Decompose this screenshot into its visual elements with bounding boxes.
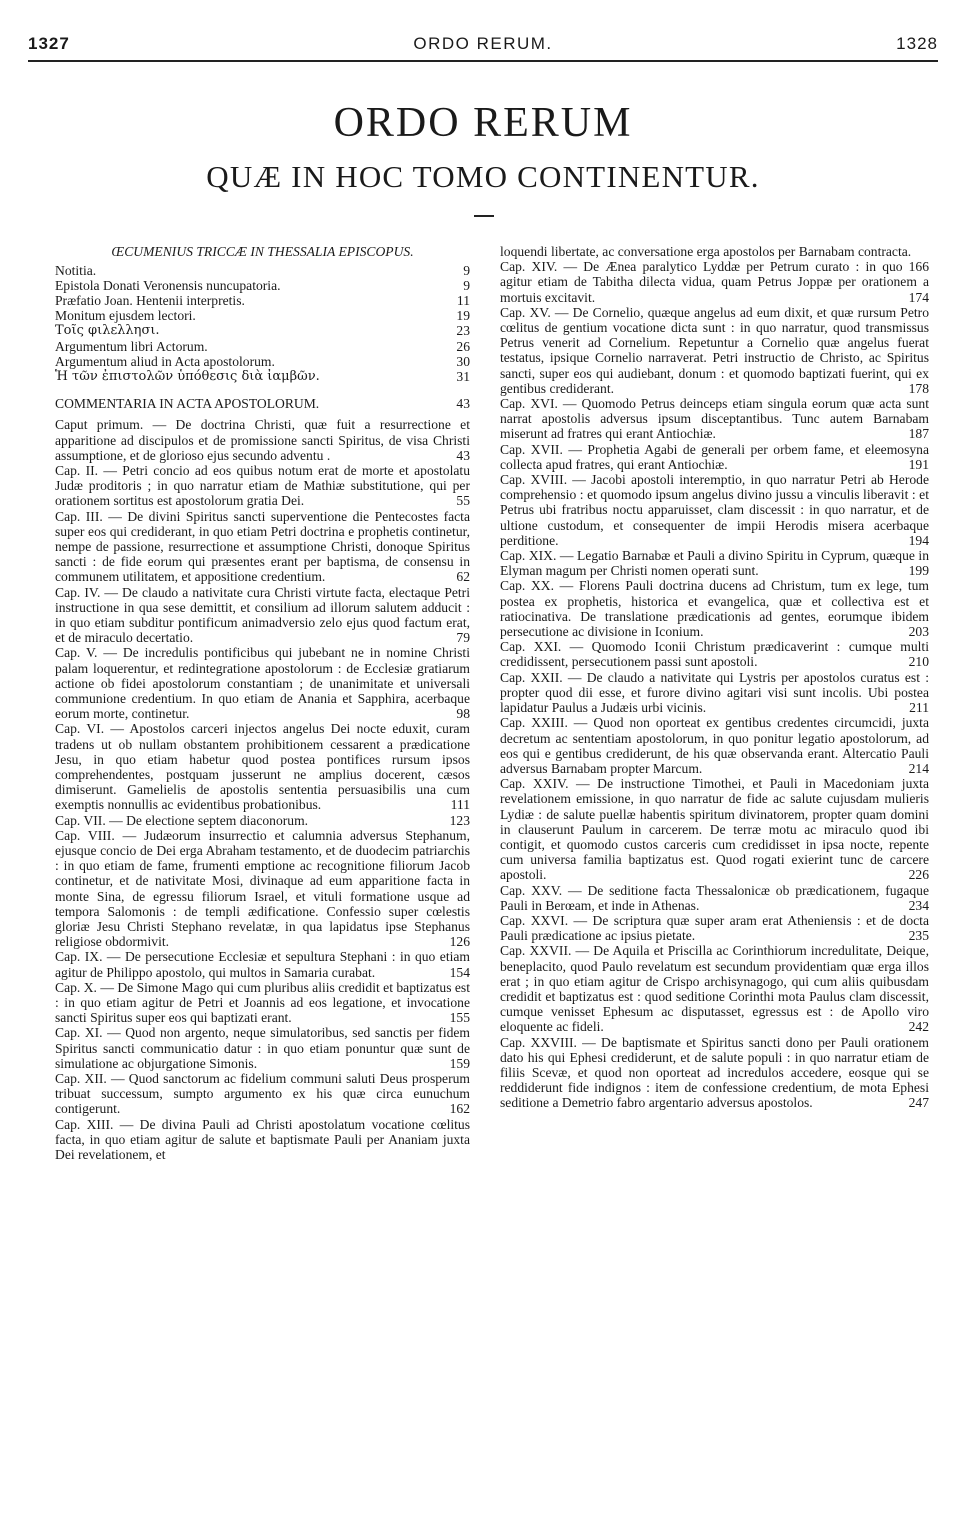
chapter-text: Caput primum. — De doctrina Christi, quæ fuit a resurrectione et apparitione ad discipulos et de promissione sancti Spiritus, de visa Christi assumptione, et de glorioso ejus secundo adventu . (55, 417, 470, 463)
chapter-text: Cap. II. — Petri concio ad eos quibus notum erat de morte et apostolatu Judæ proditoris ; in quo narratur etiam de Mathiæ substitutione, qui per orationem sortitus est apostolorum gratia Dei. (55, 462, 470, 509)
chapter-entry (500, 883, 929, 913)
chapter-page: 159 (449, 1055, 470, 1071)
running-title: ORDO RERUM. (413, 34, 553, 53)
page-title: ORDO RERUM (333, 100, 633, 146)
title-divider (474, 215, 494, 217)
chapter-page: 211 (909, 700, 929, 716)
toc-item-page: 9 (463, 277, 470, 293)
chapter-entry (55, 813, 470, 828)
chapter-page: 62 (456, 569, 470, 585)
chapter-text: Cap. XVI. — Quomodo Petrus deinceps etiam singula eorum quæ acta sunt narrat apostolis adversus ipsum disceptantibus. Tunc autem Barnabam miserunt ad fratres qui erant Antiochiæ. (500, 396, 929, 442)
chapter-page: 79 (456, 630, 470, 646)
toc-item-page: 9 (463, 262, 470, 278)
chapter-entry (55, 828, 470, 950)
toc-item-label: Præfatio Joan. Hentenii interpretis. (55, 292, 245, 308)
toc-item-page: 31 (456, 368, 470, 384)
chapter-page: 187 (908, 426, 929, 442)
toc-item-label: Epistola Donati Veronensis nuncupatoria. (55, 277, 281, 293)
chapter-entry (500, 305, 929, 396)
page-subtitle: QUÆ IN HOC TOMO CONTINENTUR. (206, 159, 760, 194)
chapter-page: 111 (450, 797, 470, 813)
right-entries (500, 244, 929, 1111)
chapter-text: Cap. XIII. — De divina Pauli ad Christi apostolatum vocatione cœlitus facta, in quo etiam agitur de salute et baptismate Pauli per Ananiam juxta Dei revelationem, et (55, 1116, 470, 1163)
chapter-page: 234 (908, 897, 929, 913)
toc-item-label: Τοῖς φιλελλησι. (55, 323, 160, 339)
chapter-entry (55, 1117, 470, 1163)
chapter-page: 98 (456, 706, 470, 722)
toc-item-label: Monitum ejusdem lectori. (55, 308, 196, 324)
toc-item (55, 323, 470, 338)
toc-item (55, 278, 470, 293)
chapter-page: 247 (908, 1095, 929, 1111)
chapter-text: Cap. XX. — Florens Pauli doctrina ducens ad Christum, tum ex lege, tum postea ex prophetis, historica et evangelica, quæ et collectiva est et ratiocinativa. De translatione prædicationis ad gentes, eorumque ibidem persecutione ac divisione in Iconium. (500, 578, 929, 640)
chapter-text: Cap. VIII. — Judæorum insurrectio et calumnia adversus Stephanum, ejusque concio de Dei erga Abraham testamento, et de duodecim patriarchis : in quo etiam de fame, frumenti emptione ac recognitione filiorum Jacob continetur, et de nativitate Mosi, divinaque ad eum apparitione facta in monte Sina, de egressu filiorum Israel, et vituli formatione usque ad tempora Salomonis : de templi ædificatione. Confessio super cœlestis gloriæ Jesu Christi Stephano revelatæ, in qua lapidatus ipse Stephanus religiose obdormivit. (55, 827, 470, 950)
chapter-entry (55, 721, 470, 812)
chapter-text: Cap. XVIII. — Jacobi apostoli interemptio, in quo narratur Petri ab Herode comprehensio : et quomodo ipsum angelus divino jussu a vinculis liberavit : et Petrus ubi fratribus noctu apparuisset, clam discessit : in quo narratur, et de ultione custodum, et consequenter de impii Herodis misera acerbaque perditione. (500, 472, 929, 548)
left-entries (55, 417, 470, 1162)
chapter-text: Cap. IX. — De persecutione Ecclesiæ et sepultura Stephani : in quo etiam agitur de Philippo apostolo, qui multos in Samaria curabat. (55, 949, 470, 980)
chapter-entry (500, 259, 929, 305)
chapter-page: 174 (908, 289, 929, 305)
chapter-page: 55 (456, 493, 470, 509)
section-title: ŒCUMENIUS TRICCÆ IN THESSALIA EPISCOPUS. (111, 244, 414, 259)
chapter-entry (55, 949, 470, 979)
commentary-heading (55, 396, 470, 411)
chapter-entry (500, 244, 929, 275)
chapter-text: Cap. IV. — De claudo a nativitate cura Christi virtute facta, electaque Petri instructione in qua sese demittit, et consilium ad illorum salutem adducit : in quo etiam subditur pontificum animadversio zelo ejus quod factum erat, et de miraculo decertatio. (55, 584, 470, 646)
toc-item (55, 293, 470, 308)
chapter-text: Cap. XXI. — Quomodo Iconii Christum prædicaverint : cumque multi credidissent, persecutionem passi sunt apostoli. (500, 639, 929, 670)
toc-item-page: 26 (456, 338, 470, 354)
toc-item-label: Argumentum libri Actorum. (55, 338, 208, 354)
chapter-page: 214 (908, 760, 929, 776)
chapter-page: 178 (908, 380, 929, 396)
chapter-entry (55, 417, 470, 463)
chapter-text: Cap. XIX. — Legatio Barnabæ et Pauli a divino Spiritu in Cyprum, quæque in Elyman magum per Christi nomen operati sunt. (500, 548, 929, 579)
page-number-left: 1327 (28, 34, 70, 53)
chapter-page: 126 (449, 934, 470, 950)
chapter-text: Cap. XXIV. — De instructione Timothei, et Pauli in Macedoniam juxta revelationem emissione, in quo narratur de fide ac salute cujusdam mulieris Lydiæ : de salute puellæ habentis spiritum divinatorem, propter quam domini in clauserunt Paulum in carcerem. De terræ motu ac miraculo quod ibi contigit, et quomodo custos carceris cum credidisset in ipsa nocte, repente cum universa familia baptizatus est. Quod rogati exierint tunc de carcere apostoli. (500, 776, 929, 883)
right-column (500, 244, 929, 1111)
chapter-entry (55, 463, 470, 509)
chapter-text: Cap. VII. — De electione septem diaconorum. (55, 812, 309, 828)
chapter-entry (55, 1071, 470, 1117)
toc-item-page: 11 (456, 292, 470, 308)
chapter-page: 154 (449, 964, 470, 980)
toc-item-page: 30 (456, 353, 470, 369)
chapter-text: loquendi libertate, ac conversatione erga apostolos per Barnabam contracta. (500, 244, 912, 259)
chapter-text: Cap. XXIII. — Quod non oporteat ex gentibus credentes circumcidi, juxta decretum ac sententiam apostolorum, in quo ponitur legatio apostolorum, ad eos qui e gentibus crediderunt, de his quæ observanda erant. Altercatio Pauli adversus Barnabam propter Marcum. (500, 715, 929, 776)
chapter-text: Cap. XXV. — De seditione facta Thessalonicæ ob prædicationem, fugaque Pauli in Berœam, et inde in Athenas. (500, 882, 929, 913)
chapter-entry (55, 1025, 470, 1071)
chapter-page: 242 (908, 1019, 929, 1035)
chapter-entry (500, 639, 929, 669)
chapter-entry (500, 396, 929, 442)
chapter-entry (55, 980, 470, 1026)
chapter-text: Cap. XVII. — Prophetia Agabi de generali per orbem fame, et eleemosyna collecta apud fratres, qui erant Antiochiæ. (500, 441, 929, 472)
chapter-page: 123 (449, 812, 470, 828)
chapter-text: Cap. V. — De incredulis pontificibus qui jubebant ne in nomine Christi palam loquerentur, et redintegratione apostolorum : de Ecclesiæ gratiarum actione ob fidei apostolorum constantiam ; de unanimitate et universali communione credentium. In quo etiam de Anania et Sapphira, acerbaque eorum morte, continetur. (55, 645, 470, 722)
chapter-page: 43 (456, 447, 470, 463)
chapter-page: 191 (908, 456, 929, 472)
chapter-page: 210 (908, 654, 929, 670)
chapter-entry (500, 578, 929, 639)
toc-item-page: 23 (456, 323, 470, 339)
toc-item-label: Ἡ τῶν ἐπιστολῶν ὑπόθεσις διὰ ἰαμβῶν. (55, 368, 320, 384)
chapter-text: Cap. XII. — Quod sanctorum ac fidelium communi saluti Deus prosperum tribuat successum, sumpto argumento ex his quæ circa eunuchum contigerunt. (55, 1071, 470, 1117)
toc-item (55, 369, 470, 384)
chapter-text: Cap. XXVIII. — De baptismate et Spiritus sancti dono per Pauli orationem dato his qui Ephesi crediderunt, et de salute populi : in quo narratur etiam de filiis Scevæ, et quod non oporteat ad incredulos accedere, eosque qui se reddiderunt fide indignos : item de confessione credentium, de mota Ephesi seditione a Demetrio fabro argentario adversus apostolos. (500, 1034, 929, 1111)
chapter-entry (55, 509, 470, 585)
running-head (28, 34, 938, 56)
chapter-text: Cap. VI. — Apostolos carceri injectos angelus Dei nocte eduxit, curam tradens ut ob nullam obstantem prohibitionem cessarent a prædicatione Jesu, in quo etiam habetur quod postea pontifices rursum ipsos comprehendentes, postquam jusserunt ne amplius docerent, cæsos dimiserunt. Gamelielis de apostolis sententia persuasibilis una cum exemptis nonnullis ac evidentibus probationibus. (55, 721, 470, 813)
chapter-entry (500, 442, 929, 472)
commentary-title: COMMENTARIA IN ACTA APOSTOLORUM. (55, 396, 320, 412)
chapter-entry (500, 472, 929, 548)
chapter-page: 166 (908, 259, 929, 275)
chapter-entry (500, 776, 929, 882)
chapter-page: 155 (449, 1010, 470, 1026)
chapter-text: Cap. XXVI. — De scriptura quæ super aram erat Atheniensis : et de docta Pauli prædicatione ac ipsius pietate. (500, 912, 929, 944)
chapter-text: Cap. XI. — Quod non argento, neque simulatoribus, sed sanctis per fidem Spiritus sancti communicatio datur : in quo etiam ponuntur quæ sunt de simulatione ac objurgatione Simonis. (55, 1025, 470, 1071)
header-rule (28, 60, 938, 62)
chapter-text: Cap. XV. — De Cornelio, quæque angelus ad eum dixit, et quæ rursum Petro cœlitus de gentium vocatione dicta sunt : in quo narratur, quod transmissus Petrus venerit ad Cornelium. Repetuntur a Cornelio quæ angelus fuerat testatus, ipsique Cornelio narraverat. Petri instructio de Christo, ac Spiritus sancti, super eos qui audiebant, donum : et quomodo baptizati fuerint, qui ex gentibus crediderant. (500, 304, 929, 396)
chapter-entry (500, 670, 929, 716)
chapter-text: Cap. III. — De divini Spiritus sancti superventione die Pentecostes facta super eos qui crediderant, in quo etiam Petri doctrina e prophetis continetur, nempe de passione, resurrectione et assumptione Christi, donoque Spiritus sancti : de fide eorum qui præsentes erant per baptisma, de consensu in communem utilitatem, et appositione credentium. (55, 508, 470, 585)
chapter-page: 226 (908, 867, 929, 883)
chapter-entry (500, 943, 929, 1034)
chapter-entry (500, 913, 929, 943)
chapter-page: 162 (449, 1101, 470, 1117)
toc-list (55, 263, 470, 385)
chapter-entry (55, 645, 470, 721)
chapter-entry (500, 1035, 929, 1111)
chapter-page: 203 (908, 624, 929, 640)
chapter-entry (55, 585, 470, 646)
commentary-page: 43 (456, 396, 470, 412)
chapter-page: 194 (908, 532, 929, 548)
chapter-page: 199 (908, 563, 929, 579)
chapter-entry (500, 715, 929, 776)
chapter-text: Cap. X. — De Simone Mago qui cum pluribus aliis credidit et baptizatus est : in quo etiam agitur de Petri et Joannis ad eos legatione, et invocatione sancti Spiritus super eos qui baptizati erant. (55, 979, 470, 1026)
chapter-page: 235 (908, 928, 929, 944)
page-number-right: 1328 (896, 34, 938, 53)
toc-item-page: 19 (456, 308, 470, 324)
left-column (55, 244, 470, 1162)
toc-item-label: Argumentum aliud in Acta apostolorum. (55, 353, 275, 369)
toc-item (55, 308, 470, 323)
chapter-text: Cap. XIV. — De Ænea paralytico Lyddæ per Petrum curato : in quo agitur etiam de Tabitha dilecta vidua, quam Petrus Joppæ per orationem a mortuis excitavit. (500, 259, 929, 305)
chapter-text: Cap. XXII. — De claudo a nativitate qui Lystris per apostolos curatus est : propter quod dii esse, et furore divino agitari visi sunt incolis. Ubi postea lapidatur Paulus a Judæis urbi vicinis. (500, 669, 929, 716)
toc-item (55, 354, 470, 369)
toc-item (55, 263, 470, 278)
toc-item-label: Notitia. (55, 262, 97, 278)
chapter-text: Cap. XXVII. — De Aquila et Priscilla ac Corinthiorum incredulitate, Deique, beneplacito, quod Paulo revelatum est secundum providentiam quæ erga illos erat ; in quo etiam agitur de Crispo archisynagogo, qui cum aliis quibusdam credidit et baptizatus est : quod seditione Corinthi mota Paulus clam discessit, cumque venisset Ephesum ac disputasset, egressus est : de Apollo viro eloquente ac fideli. (500, 943, 929, 1035)
toc-item (55, 339, 470, 354)
chapter-entry (500, 548, 929, 578)
